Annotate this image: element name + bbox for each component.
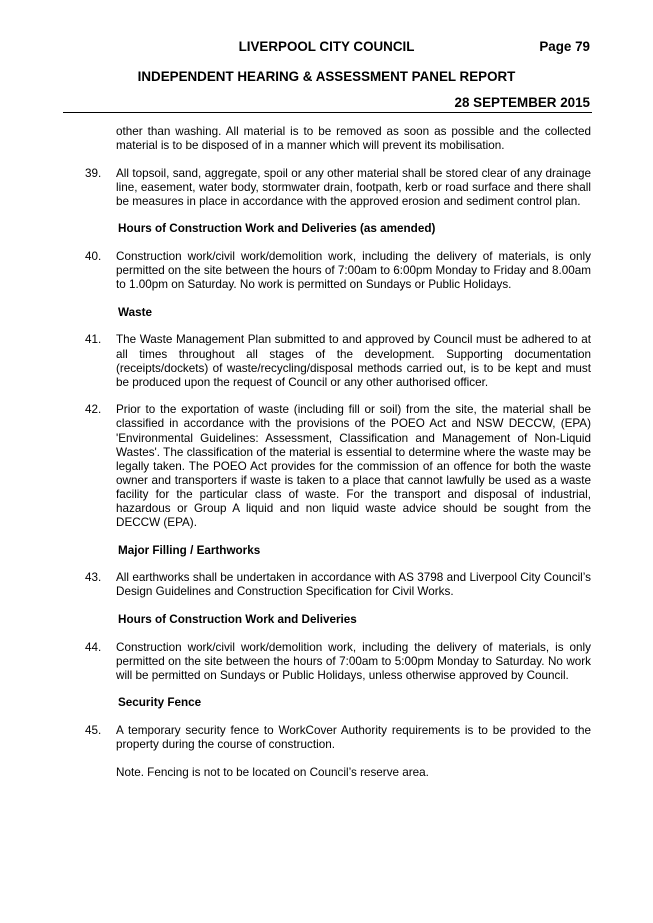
condition-text: Prior to the exportation of waste (including fill or soil) from the site, the material shall be classified in accordance with the provisions of the POEO Act and NSW DECCW, (EPA) 'Environmental Guidelines: Assessment, Classification and Management of Non-Liquid Wastes'. The classification of the material is essential to determine where the waste may be legally taken. The POEO Act provides for the commission of an offence for both the waste owner and transporters if waste is taken to a place that cannot lawfully be used as a waste facility for the particular class of waste. For the transport and disposal of industrial, hazardous or Group A liquid and non liquid waste advice should be sought from the DECCW (EPA). (116, 403, 591, 530)
condition-number: 41. (85, 333, 102, 347)
condition-text: Construction work/civil work/demolition work, including the delivery of materials, is only permitted on the site between the hours of 7:00am to 5:00pm Monday to Saturday. No work will be permitted on Sundays or Public Holidays, unless otherwise approved by Council. (116, 640, 591, 682)
heading-hours: Hours of Construction Work and Deliveries (118, 612, 357, 626)
header-divider (63, 112, 592, 113)
condition-43 (85, 571, 591, 599)
condition-45 (85, 724, 591, 752)
condition-text: All earthworks shall be undertaken in accordance with AS 3798 and Liverpool City Council’s Design Guidelines and Construction Specification for Civil Works. (116, 571, 591, 599)
condition-39 (85, 167, 591, 209)
heading-hours-amended: Hours of Construction Work and Deliveries (as amended) (118, 222, 436, 236)
header-page-number: Page 79 (539, 39, 590, 54)
continued-paragraph: other than washing. All material is to be removed as soon as possible and the collected material is to be disposed of in a manner which will prevent its mobilisation. (116, 125, 591, 153)
document-body (85, 125, 591, 780)
condition-number: 44. (85, 640, 102, 654)
condition-text: Construction work/civil work/demolition work, including the delivery of materials, is only permitted on the site between the hours of 7:00am to 6:00pm Monday to Friday and 8.00am to 1.00pm on Saturday. No work is permitted on Sundays or Public Holidays. (116, 250, 591, 292)
heading-waste: Waste (118, 305, 152, 319)
fencing-note: Note. Fencing is not to be located on Council’s reserve area. (116, 765, 429, 779)
condition-number: 40. (85, 250, 102, 264)
condition-41 (85, 333, 591, 389)
header-report-date: 28 SEPTEMBER 2015 (454, 95, 590, 110)
condition-number: 39. (85, 166, 102, 180)
condition-42 (85, 403, 591, 530)
condition-text: A temporary security fence to WorkCover Authority requirements is to be provided to the property during the course of construction. (116, 723, 591, 751)
header-report-title: INDEPENDENT HEARING & ASSESSMENT PANEL REPORT (137, 69, 516, 84)
heading-filling-earthworks: Major Filling / Earthworks (118, 543, 261, 557)
condition-40 (85, 250, 591, 292)
condition-number: 42. (85, 403, 102, 417)
heading-security-fence: Security Fence (118, 696, 202, 710)
condition-text: The Waste Management Plan submitted to and approved by Council must be adhered to at all times throughout all stages of the development. Supporting documentation (receipts/dockets) of waste/recycling/disposal methods carried out, is to be kept and must be produced upon the request of Council or any other authorised officer. (116, 333, 591, 389)
condition-text: All topsoil, sand, aggregate, spoil or any other material shall be stored clear of any drainage line, easement, water body, stormwater drain, footpath, kerb or road surface and there shall be measures in place in accordance with the approved erosion and sediment control plan. (116, 166, 591, 208)
header-council-name: LIVERPOOL CITY COUNCIL (238, 39, 415, 54)
condition-number: 43. (85, 571, 102, 585)
condition-44 (85, 641, 591, 683)
condition-number: 45. (85, 723, 102, 737)
